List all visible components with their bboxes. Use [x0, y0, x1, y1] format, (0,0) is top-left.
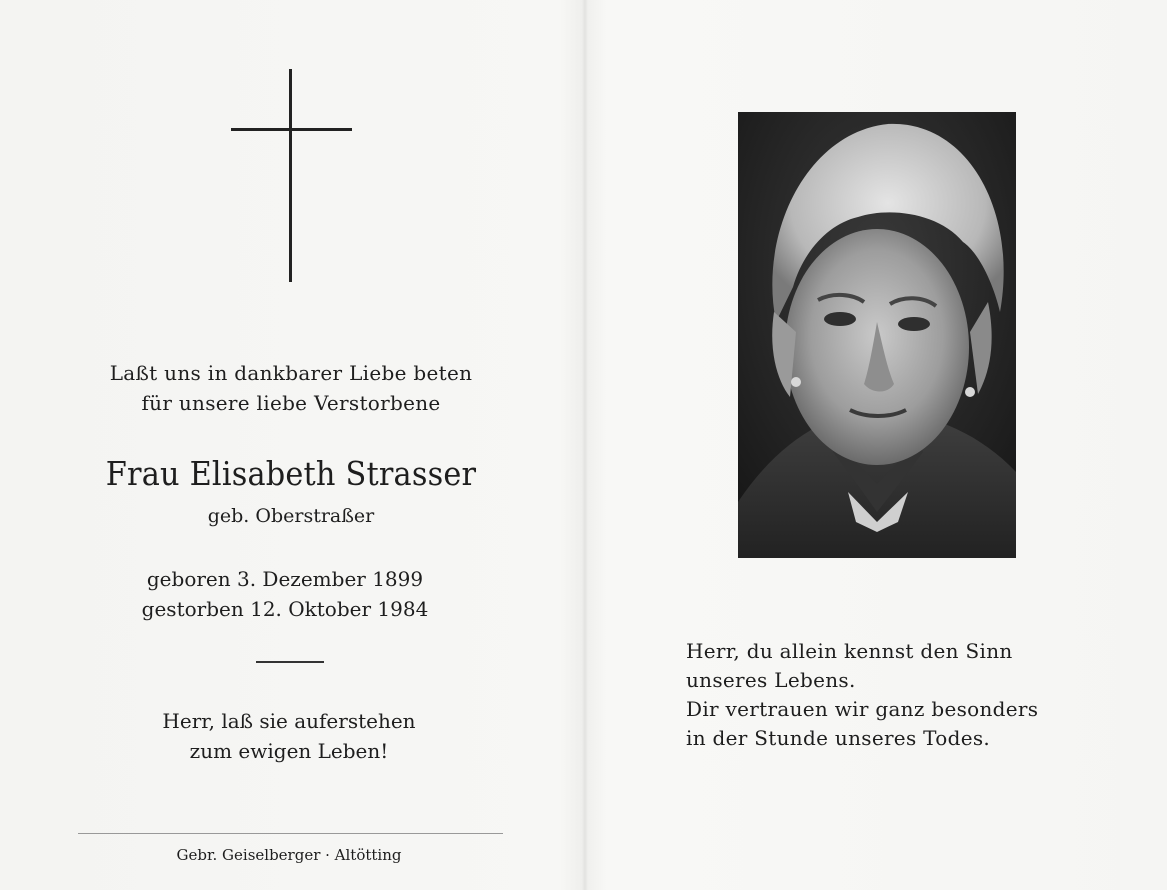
- left-panel: [0, 0, 582, 890]
- closing-prayer: [0, 706, 580, 766]
- verse-line: unseres Lebens.: [686, 668, 856, 692]
- prayer-intro: [0, 358, 582, 418]
- life-dates: [0, 564, 576, 624]
- scripture-verse: [686, 637, 1038, 753]
- portrait-photo: [738, 112, 1016, 558]
- footer-divider: [78, 833, 503, 834]
- verse-line: Herr, du allein kennst den Sinn: [686, 639, 1013, 663]
- birth-date: geboren 3. Dezember 1899: [146, 567, 424, 591]
- maiden-name: geb. Oberstraßer: [207, 505, 375, 527]
- printer-imprint: Gebr. Geiselberger · Altötting: [176, 846, 402, 864]
- verse-line: in der Stunde unseres Todes.: [686, 726, 991, 750]
- prayer-intro-line: Laßt uns in dankbarer Liebe beten: [109, 361, 473, 385]
- deceased-name: Frau Elisabeth Strasser: [105, 454, 477, 493]
- divider: [256, 661, 324, 663]
- death-date: gestorben 12. Oktober 1984: [141, 597, 429, 621]
- closing-prayer-line: Herr, laß sie auferstehen: [162, 709, 416, 733]
- right-panel: [588, 0, 1167, 890]
- closing-prayer-line: zum ewigen Leben!: [189, 739, 389, 763]
- prayer-intro-line: für unsere liebe Verstorbene: [141, 391, 441, 415]
- verse-line: Dir vertrauen wir ganz besonders: [686, 697, 1039, 721]
